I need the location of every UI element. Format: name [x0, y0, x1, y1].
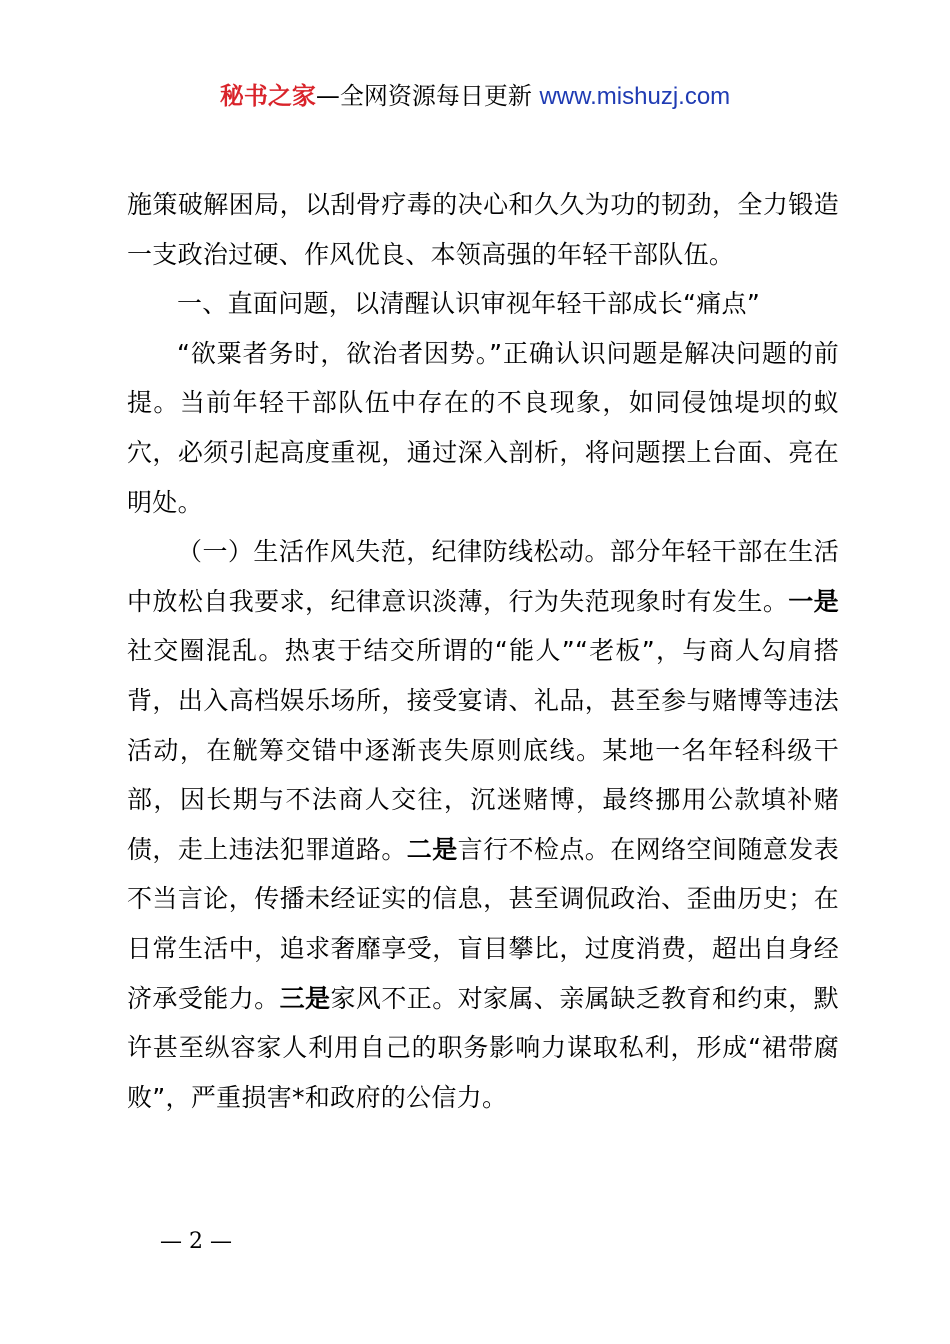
- point-text-1: 社交圈混乱。热衷于结交所谓的“能人”“老板”，与商人勾肩搭背，出入高档娱乐场所，接受宴请、礼品，甚至参与赌博等违法活动，在觥筹交错中逐渐丧失原则底线。某地一名年轻科级干部，因长期与不法商人交往，沉迷赌博，最终挪用公款填补赌债，走上违法犯罪道路。: [127, 636, 839, 864]
- subsection-text: （一）生活作风失范，纪律防线松动。部分年轻干部在生活中放松自我要求，纪律意识淡薄，行为失范现象时有发生。: [127, 537, 839, 616]
- point-label-1: 一是: [788, 586, 839, 616]
- section-heading: 一、直面问题，以清醒认识审视年轻干部成长“痛点”: [177, 289, 761, 319]
- point-text-3: 家风不正。对家属、亲属缺乏教育和约束，默许甚至纵容家人利用自己的职务影响力谋取私利，形成“裙带腐败”，严重损害*和政府的公信力。: [127, 983, 839, 1112]
- paragraph-subsection-1: [127, 527, 839, 1122]
- site-url-link[interactable]: www.mishuzj.com: [539, 83, 731, 110]
- point-label-2: 二是: [406, 834, 458, 864]
- point-text-2: 言行不检点。在网络空间随意发表不当言论，传播未经证实的信息，甚至调侃政治、歪曲历史；在日常生活中，追求奢靡享受，盲目攀比，过度消费，超出自身经济承受能力。: [127, 834, 839, 1013]
- point-label-3: 三是: [279, 983, 331, 1013]
- site-header: [0, 80, 950, 113]
- brand-name: 秘书之家: [219, 82, 316, 110]
- document-body: [127, 180, 839, 1122]
- paragraph-continuation: 施策破解困局，以刮骨疗毒的决心和久久为功的韧劲，全力锻造一支政治过硬、作风优良、本领高强的年轻干部队伍。: [127, 190, 839, 269]
- page-number: — 2 —: [160, 1229, 232, 1254]
- paragraph-intro: “欲粟者务时，欲治者因势。”正确认识问题是解决问题的前提。当前年轻干部队伍中存在的不良现象，如同侵蚀堤坝的蚁穴，必须引起高度重视，通过深入剖析，将问题摆上台面、亮在明处。: [127, 338, 839, 517]
- header-slogan: —全网资源每日更新: [315, 82, 540, 110]
